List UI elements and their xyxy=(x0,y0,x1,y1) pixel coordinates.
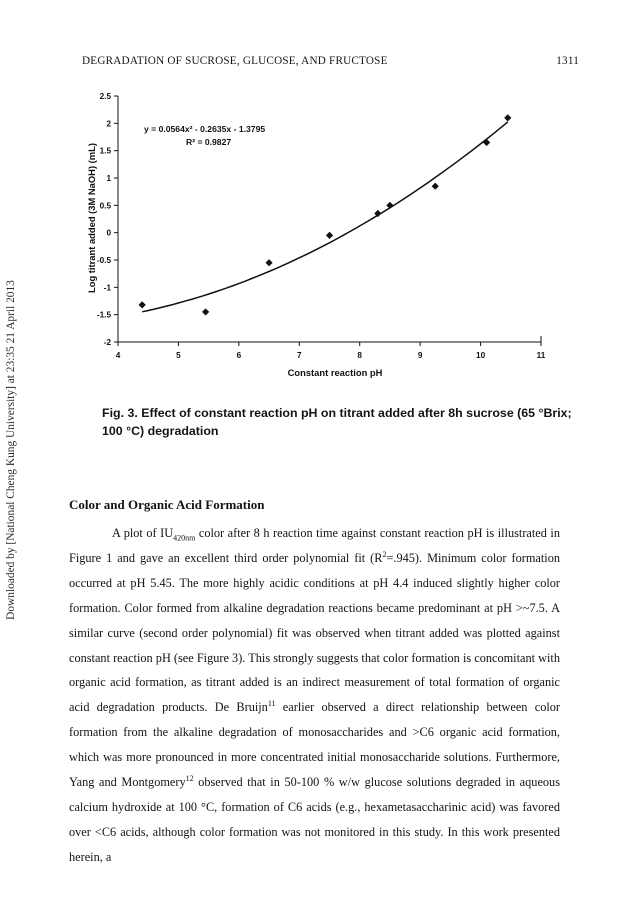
y-tick-label: 2 xyxy=(106,119,111,129)
paragraph-text: color after 8 h reaction time against constant reaction pH is illustrated in Figure 1 and gave an excellent third order polynomial fit (R xyxy=(69,526,560,565)
paragraph-text: A plot of IU xyxy=(112,526,174,540)
x-tick-label: 5 xyxy=(176,351,181,360)
paragraph-text: earlier observed a direct relationship between color formation from the alkaline degradation of monosaccharides and >C6 organic acid formation, which was more pronounced in more concentrated initial monosaccharide solutions. Furthermore, Yang and Montgomery xyxy=(69,700,560,790)
fit-curve xyxy=(142,122,508,312)
subscript: 420nm xyxy=(173,533,196,543)
y-axis-label: Log titrant added (3M NaOH) (mL) xyxy=(86,143,97,293)
y-tick-label: 1 xyxy=(106,174,111,183)
data-point xyxy=(504,114,511,121)
running-head-title: DEGRADATION OF SUCROSE, GLUCOSE, AND FRUCTOSE xyxy=(82,55,388,67)
page-number: 1311 xyxy=(556,55,579,67)
data-point xyxy=(432,183,439,190)
section-heading: Color and Organic Acid Formation xyxy=(69,497,265,512)
y-tick-label: 0 xyxy=(106,228,111,238)
x-tick-label: 10 xyxy=(476,351,486,360)
data-point xyxy=(386,202,393,209)
y-tick-label: -1 xyxy=(103,283,111,293)
fit-r-squared: R² = 0.9827 xyxy=(186,137,232,147)
x-tick-label: 8 xyxy=(357,351,362,360)
reference-superscript: 12 xyxy=(185,773,194,783)
download-watermark xyxy=(2,215,20,685)
data-point xyxy=(326,232,333,239)
y-tick-label: -0.5 xyxy=(96,256,111,265)
running-head xyxy=(82,55,579,71)
x-tick-label: 6 xyxy=(236,351,242,360)
x-tick-label: 11 xyxy=(536,351,546,360)
titrant-vs-ph-chart xyxy=(60,85,560,390)
superscript: 2 xyxy=(382,549,387,559)
y-tick-labels xyxy=(97,92,112,347)
data-point xyxy=(139,301,146,308)
y-tick-label: 0.5 xyxy=(99,201,111,211)
fit-equation: y = 0.0564x² - 0.2635x - 1.3795 xyxy=(144,124,266,134)
data-point xyxy=(483,139,490,146)
y-tick-label: 1.5 xyxy=(99,146,111,156)
download-watermark-text: Downloaded by [National Cheng Kung University] at 23:35 21 April 2013 xyxy=(5,280,17,620)
data-point xyxy=(202,308,209,315)
y-tick-label: -2 xyxy=(103,338,111,347)
y-tick-label: -1.5 xyxy=(96,310,111,320)
body-text xyxy=(69,521,560,870)
x-tick-labels xyxy=(116,351,546,360)
data-point xyxy=(265,259,272,266)
x-tick-label: 9 xyxy=(417,351,423,360)
reference-superscript: 11 xyxy=(267,699,276,709)
paragraph-text: observed that in 50-100 % w/w glucose solutions degraded in aqueous calcium hydroxide at 100 °C, formation of C6 acids (e.g., hexametasaccharinic acid) was favored over <C6 acids, although color formation was not monitored in this study. In this work presented herein, a xyxy=(69,775,560,864)
x-axis-label: Constant reaction pH xyxy=(287,367,383,378)
x-tick-label: 7 xyxy=(297,351,302,360)
figure-caption: Fig. 3. Effect of constant reaction pH on titrant added after 8h sucrose (65 °Brix; 100 °C) degradation xyxy=(102,406,572,438)
y-tick-label: 2.5 xyxy=(99,92,111,101)
x-tick-label: 4 xyxy=(115,351,121,360)
paragraph xyxy=(69,521,560,870)
paragraph-text: =.945). Minimum color formation occurred at pH 5.45. The more highly acidic conditions at pH 4.4 induced slightly higher color formation. Color formed from alkaline degradation reactions became predominant at pH >~7.5. A similar curve (second order polynomial) fit was observed when titrant added was plotted against constant reaction pH (see Figure 3). This strongly suggests that color formation is concomitant with organic acid formation, as titrant added is an indirect measurement of total formation of organic acid degradation products. De Bruijn xyxy=(69,550,560,715)
